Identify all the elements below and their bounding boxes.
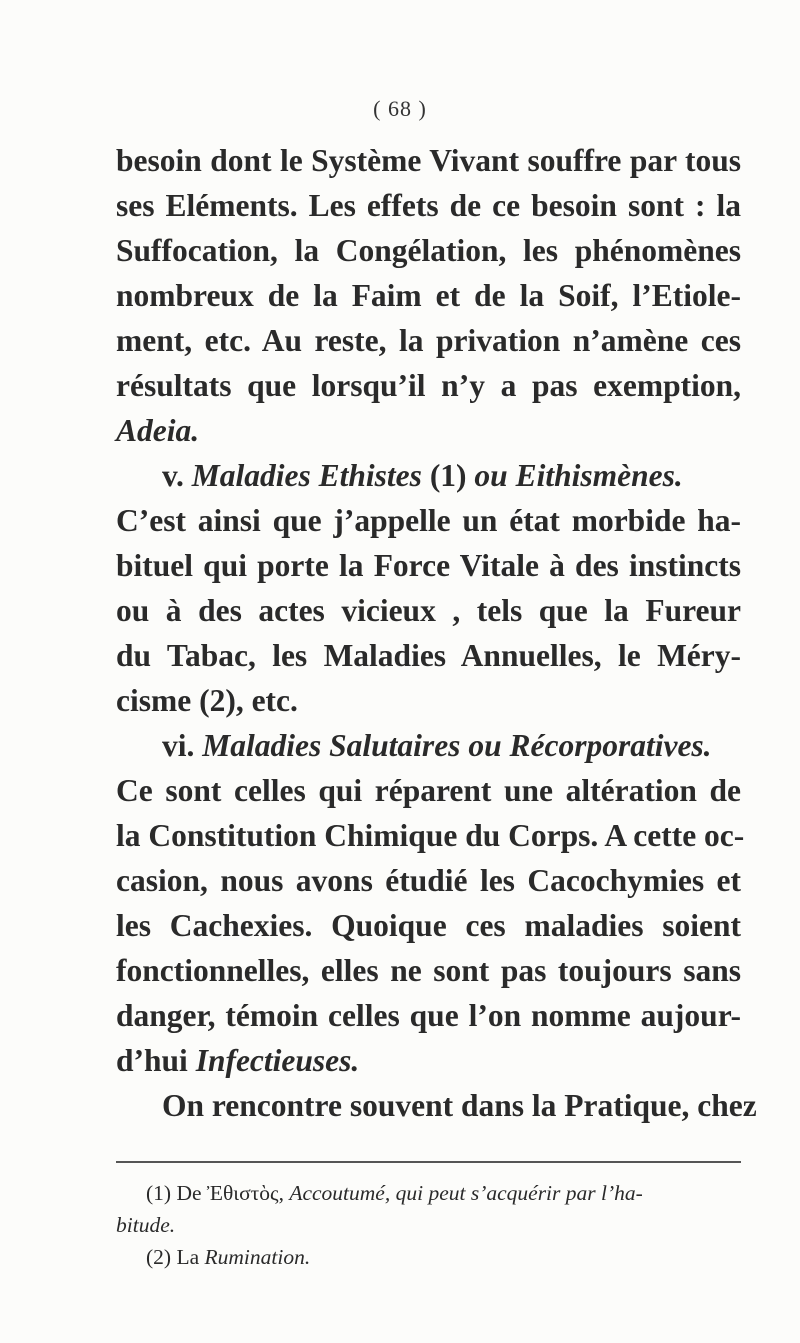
text-line: les Cachexies. Quoique ces maladies soient (116, 908, 741, 943)
text-line: ou à des actes vicieux , tels que la Fureur (116, 593, 741, 628)
text-line: danger, témoin celles que l’on nomme aujour- (116, 998, 741, 1033)
footnote-mark: (2) (146, 1245, 172, 1269)
main-text (116, 138, 757, 1128)
text-line: fonctionnelles, elles ne sont pas toujours sans (116, 953, 741, 988)
text-line: ment, etc. Au reste, la privation n’amène ces (116, 323, 741, 358)
text-line: besoin dont le Système Vivant souffre par tous (116, 143, 741, 178)
footnote-divider (116, 1161, 741, 1163)
text-line: du Tabac, les Maladies Annuelles, le Méry- (116, 638, 741, 673)
term-infectieuses: Infectieuses. (195, 1043, 360, 1078)
section-connector: ou (468, 728, 502, 763)
section-connector: ou (474, 458, 508, 493)
text-line: C’est ainsi que j’appelle un état morbide ha- (116, 503, 741, 538)
footnote-2 (116, 1241, 741, 1273)
text-line: casion, nous avons étudié les Cacochymies et (116, 863, 741, 898)
text-line: nombreux de la Faim et de la Soif, l’Etiole- (116, 278, 741, 313)
footnote-1-continuation: bitude. (116, 1213, 176, 1237)
text-line: ses Eléments. Les effets de ce besoin sont : la (116, 188, 741, 223)
text-line: résultats que lorsqu’il n’y a pas exemption, (116, 368, 741, 403)
section-numeral: vi. (162, 728, 195, 763)
footnote-prefix: La (176, 1245, 200, 1269)
footnote-1 (116, 1177, 741, 1209)
section-title: Maladies Salutaires (202, 728, 461, 763)
footnote-mark: (1) (146, 1181, 172, 1205)
footnote-text: Accoutumé, qui peut s’acquérir par l’ha- (289, 1181, 643, 1205)
footnote-text: Rumination. (204, 1245, 311, 1269)
text-line (116, 1038, 741, 1083)
section-heading-vi (116, 723, 741, 768)
section-title: Maladies Ethistes (191, 458, 422, 493)
greek-word: Ἐθιστὸς, (206, 1181, 284, 1205)
term-adeia: Adeia. (116, 413, 200, 448)
section-alt-title: Eithismènes. (515, 458, 683, 493)
footnote-ref: (1) (429, 458, 467, 493)
text-line: bituel qui porte la Force Vitale à des instincts (116, 548, 741, 583)
text-line: la Constitution Chimique du Corps. A cette oc- (116, 818, 745, 853)
footnotes (116, 1177, 741, 1273)
section-alt-title: Récorporatives. (509, 728, 712, 763)
text-line: On rencontre souvent dans la Pratique, chez (162, 1088, 757, 1123)
text-fragment: d’hui (116, 1043, 188, 1078)
section-heading-v (116, 453, 741, 498)
footnote-prefix: De (176, 1181, 202, 1205)
text-line: Ce sont celles qui réparent une altération de (116, 773, 741, 808)
page-number: ( 68 ) (373, 96, 427, 121)
text-line: cisme (2), etc. (116, 683, 298, 718)
text-line: Suffocation, la Congélation, les phénomènes (116, 233, 741, 268)
section-numeral: v. (162, 458, 184, 493)
